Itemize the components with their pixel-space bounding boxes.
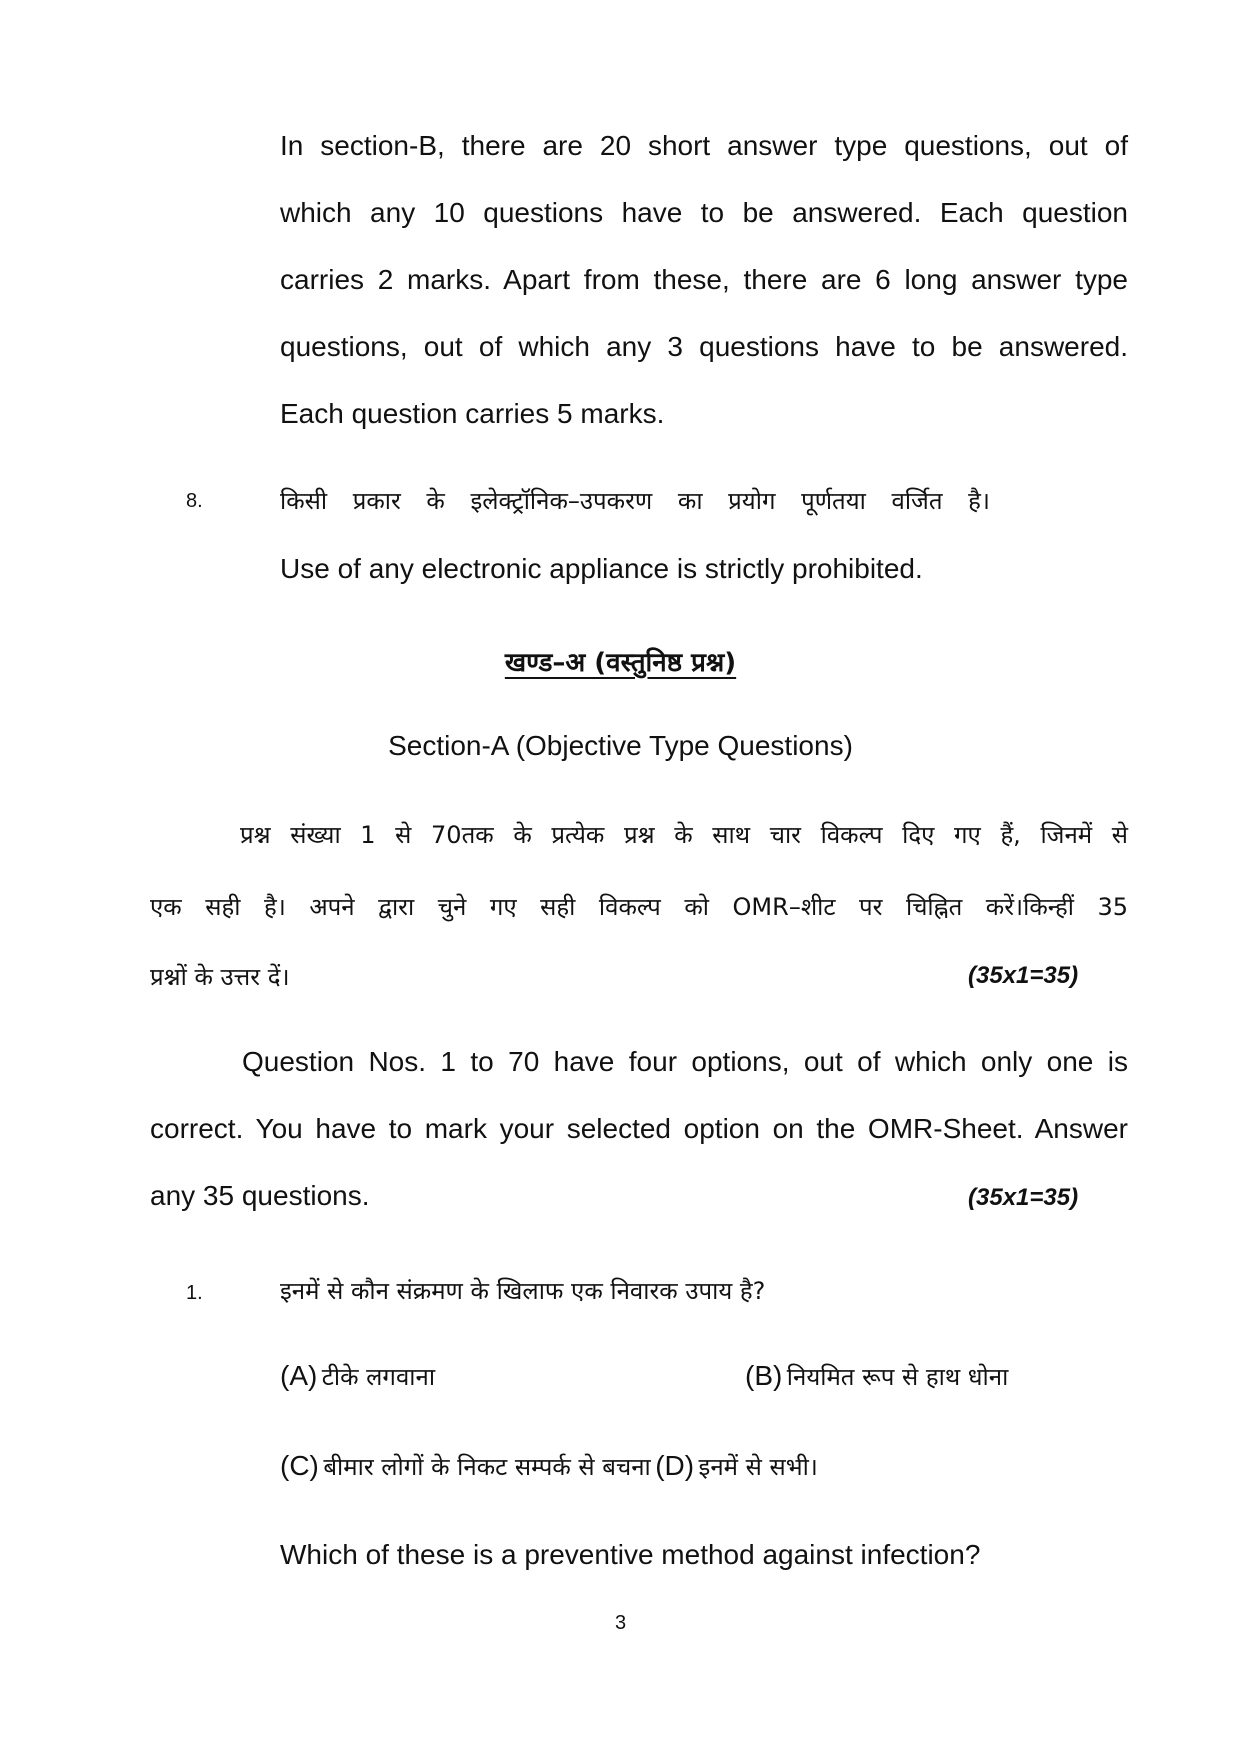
question-1-number: 1. [186,1282,203,1304]
section-b-line-5: Each question carries 5 marks. [280,398,665,429]
section-b-line-1: In section-B, there are 20 short answer type questions, out of [280,130,1128,161]
section-a-hindi-line-3: प्रश्नों के उत्तर दें। [150,963,290,991]
option-c-text: बीमार लोगों के निकट सम्पर्क से बचना [323,1453,651,1481]
option-b [745,1360,1008,1393]
section-a-hindi-line-1: प्रश्न संख्या 1 से 70तक के प्रत्येक प्रश्न के साथ चार विकल्प दिए गए हैं, जिनमें से [240,821,1128,849]
section-a-hindi-line-2: एक सही है। अपने द्वारा चुने गए सही विकल्प को OMR–शीट पर चिह्नित करें।किन्हीं 35 [150,893,1128,921]
option-b-text: नियमित रूप से हाथ धोना [786,1363,1009,1391]
page-number: 3 [614,1612,627,1634]
instruction-8-hindi: किसी प्रकार के इलेक्ट्रॉनिक–उपकरण का प्रयोग पूर्णतया वर्जित है। [280,487,990,515]
option-b-label: (B) [745,1360,783,1391]
section-a-heading-hindi: खण्ड–अ (वस्तुनिष्ठ प्रश्न) [504,648,737,678]
option-d-text: इनमें से सभी। [698,1453,818,1481]
section-a-english-line-3: any 35 questions. [150,1180,370,1211]
option-a-label: (A) [280,1360,318,1391]
question-1-hindi: इनमें से कौन संक्रमण के खिलाफ एक निवारक उपाय है? [280,1277,766,1305]
option-d-label: (D) [655,1450,695,1481]
option-a-text: टीके लगवाना [321,1363,436,1391]
instruction-8-number: 8. [186,490,203,512]
option-c-label: (C) [280,1450,319,1481]
instruction-8-english: Use of any electronic appliance is strictly prohibited. [280,553,923,584]
section-a-english-line-1: Question Nos. 1 to 70 have four options, out of which only one is [242,1046,1128,1077]
english-marks: (35x1=35) [968,1184,1079,1211]
section-a-heading-english: Section-A (Objective Type Questions) [388,730,853,761]
section-b-line-3: carries 2 marks. Apart from these, there are 6 long answer type [280,264,1128,295]
question-1-english: Which of these is a preventive method against infection? [280,1539,981,1570]
section-b-line-4: questions, out of which any 3 questions have to be answered. [280,331,1128,362]
option-c-d-line [280,1450,818,1483]
section-a-english-line-2: correct. You have to mark your selected option on the OMR-Sheet. Answer [150,1113,1128,1144]
section-b-line-2: which any 10 questions have to be answered. Each question [280,197,1128,228]
option-a [280,1360,435,1393]
hindi-marks: (35x1=35) [968,962,1079,989]
